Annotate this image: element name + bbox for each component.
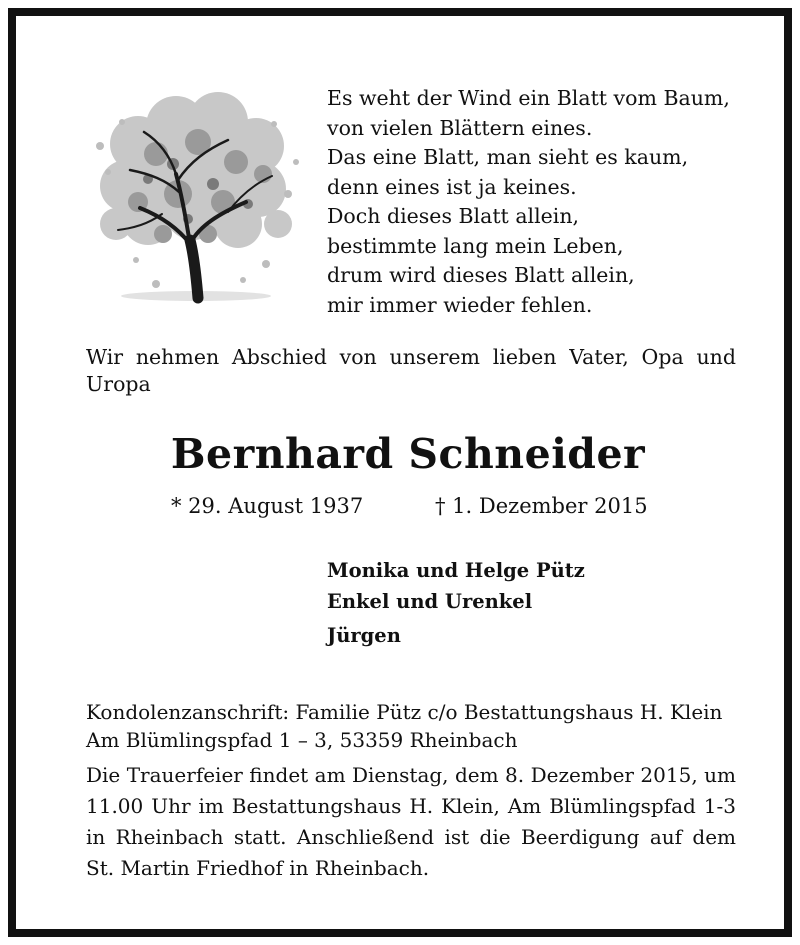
poem-line: denn eines ist ja keines. bbox=[327, 174, 577, 199]
farewell-intro: Wir nehmen Abschied von unserem lieben Vater, Opa und Uropa bbox=[86, 345, 736, 396]
obituary-notice bbox=[8, 8, 792, 937]
funeral-service-info: Die Trauerfeier findet am Dienstag, dem 8. Dezember 2015, um 11.00 Uhr im Bestattungshaus H. Klein, Am Blümlingspfad 1-3 in Rheinbach statt. Anschließend ist die Beerdigung auf dem St. Martin Friedhof in Rheinbach. bbox=[86, 763, 736, 880]
mourner: Jürgen bbox=[327, 624, 401, 647]
poem-line: Doch dieses Blatt allein, bbox=[327, 204, 580, 228]
tree-with-leaves-icon bbox=[78, 84, 310, 312]
mourner: Monika und Helge Pütz bbox=[327, 559, 585, 582]
poem-line: bestimmte lang mein Leben, bbox=[327, 233, 624, 258]
death-date: † 1. Dezember 2015 bbox=[435, 494, 648, 518]
mourner: Enkel und Urenkel bbox=[327, 590, 533, 613]
condolence-address bbox=[86, 698, 722, 754]
condolence-address-line: Kondolenzanschrift: Familie Pütz c/o Bestattungshaus H. Klein bbox=[86, 700, 723, 724]
poem-line: Das eine Blatt, man sieht es kaum, bbox=[327, 145, 689, 169]
poem bbox=[327, 84, 730, 320]
poem-line: Es weht der Wind ein Blatt vom Baum, bbox=[327, 86, 730, 110]
deceased-name: Bernhard Schneider bbox=[170, 430, 646, 478]
poem-line: von vielen Blättern eines. bbox=[327, 115, 593, 140]
condolence-address-line: Am Blümlingspfad 1 – 3, 53359 Rheinbach bbox=[86, 728, 518, 752]
mourners-list bbox=[327, 555, 585, 651]
poem-line: mir immer wieder fehlen. bbox=[327, 292, 593, 317]
poem-line: drum wird dieses Blatt allein, bbox=[327, 263, 635, 287]
birth-date: * 29. August 1937 bbox=[171, 494, 364, 518]
